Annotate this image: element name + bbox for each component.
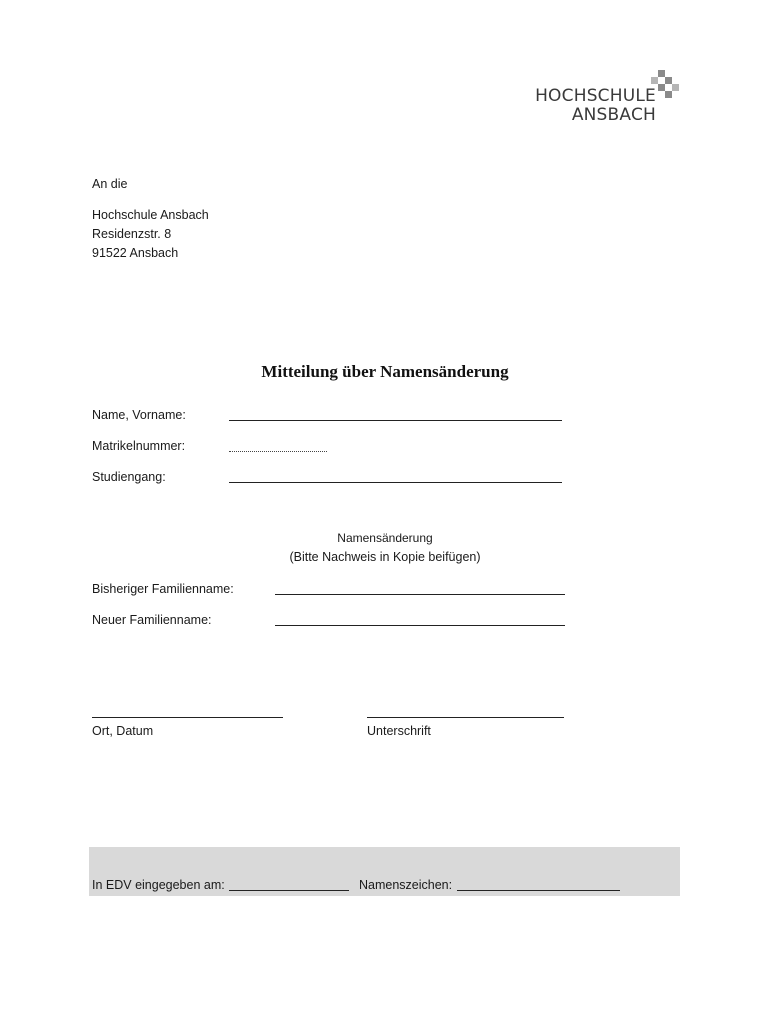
logo — [520, 70, 690, 130]
address-line-2: Residenzstr. 8 — [92, 227, 172, 241]
studiengang-label: Studiengang: — [92, 470, 166, 484]
place-date-field[interactable] — [92, 717, 283, 718]
name-field[interactable] — [229, 420, 562, 421]
page-title: Mitteilung über Namensänderung — [261, 362, 509, 381]
old-name-label: Bisheriger Familienname: — [92, 582, 234, 596]
section-heading: Namensänderung — [337, 531, 433, 545]
address-salutation: An die — [92, 177, 128, 191]
edv-entered-label: In EDV eingegeben am: — [92, 878, 225, 892]
signature-field[interactable] — [367, 717, 564, 718]
edv-box — [89, 847, 680, 896]
new-name-field[interactable] — [275, 625, 565, 626]
logo-text-line1: HOCHSCHULE — [535, 86, 656, 106]
section-note: (Bitte Nachweis in Kopie beifügen) — [289, 550, 481, 564]
new-name-label: Neuer Familienname: — [92, 613, 212, 627]
edv-initials-field[interactable] — [457, 890, 620, 891]
old-name-field[interactable] — [275, 594, 565, 595]
matrikel-label: Matrikelnummer: — [92, 439, 186, 453]
edv-initials-label: Namenszeichen: — [359, 878, 453, 892]
address-line-3: 91522 Ansbach — [92, 246, 179, 260]
signature-label: Unterschrift — [367, 724, 431, 738]
address-line-1: Hochschule Ansbach — [92, 208, 209, 222]
matrikel-field[interactable] — [229, 451, 327, 452]
place-date-label: Ort, Datum — [92, 724, 154, 738]
name-label: Name, Vorname: — [92, 408, 186, 422]
studiengang-field[interactable] — [229, 482, 562, 483]
edv-entered-field[interactable] — [229, 890, 349, 891]
logo-text-line2: ANSBACH — [571, 105, 656, 125]
